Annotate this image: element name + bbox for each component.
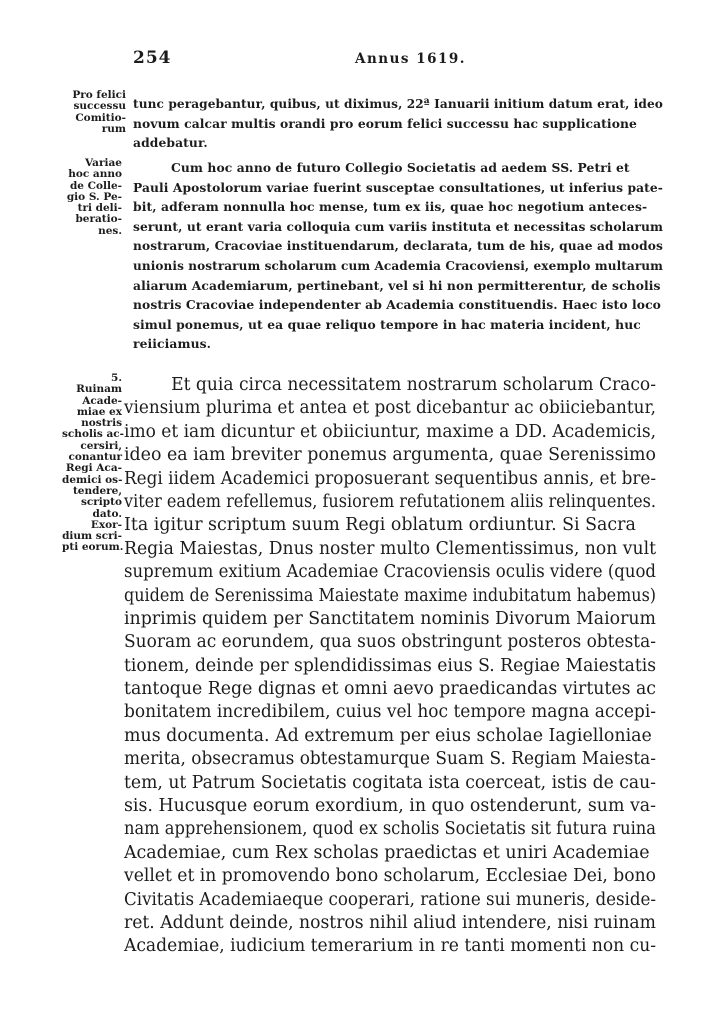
text-line: Suoram ac eorundem, qua suos obstringunt posteros obtesta- xyxy=(124,632,656,653)
text-line: nostris Cracoviae independenter ab Academia constituendis. Haec isto loco xyxy=(133,297,661,313)
text-line: tionem, deinde per splendidissimas eius S. Regiae Maiestatis xyxy=(124,655,656,676)
text-line: bit, adferam nonnulla hoc mense, tum ex iis, quae hoc negotium anteces- xyxy=(133,199,648,215)
margin-note-variae xyxy=(62,158,122,237)
margin-note-line: tendere, xyxy=(72,484,122,497)
text-line: Ita igitur scriptum suum Regi oblatum ordiuntur. Si Sacra xyxy=(124,515,636,536)
text-line: Academiae, cum Rex scholas praedictas et uniri Academiae xyxy=(124,842,650,863)
text-line: nostrarum, Cracoviae instituendarum, declarata, tum de his, quae ad modos xyxy=(133,238,663,254)
margin-note-line: tri deli- xyxy=(77,202,122,215)
margin-note-line: Exor- xyxy=(90,518,122,531)
text-line: serunt, ut erant varia colloquia cum variis instituta et necessitas scholarum xyxy=(133,218,663,234)
margin-note-line: Regi Aca- xyxy=(65,462,122,475)
text-line: Cum hoc anno de futuro Collegio Societatis ad aedem SS. Petri et xyxy=(171,160,630,175)
margin-note-line: nes. xyxy=(98,224,122,237)
text-line: viensium plurima et antea et post dicebantur ac obiiciebantur, xyxy=(124,398,656,419)
paragraph-1 xyxy=(133,94,671,153)
text-line: bonitatem incredibilem, cuius vel hoc tempore magna accepi- xyxy=(124,702,656,723)
text-line: aliarum Academiarum, pertinebant, vel si hi non permitterentur, de scholis xyxy=(133,277,661,293)
text-line: inprimis quidem per Sanctitatem nominis Divorum Maiorum xyxy=(124,608,656,629)
text-line: Civitatis Academiaeque cooperari, ratione sui muneris, deside- xyxy=(124,889,656,910)
margin-note-line: Acade- xyxy=(82,394,122,407)
text-line: quidem de Serenissima Maiestate maxime indubitatum habemus) xyxy=(124,585,656,606)
margin-note-line: conantur xyxy=(68,451,122,464)
margin-note-line: Pro felici xyxy=(72,89,126,101)
text-line: ret. Addunt deinde, nostros nihil aliud intendere, nisi ruinam xyxy=(124,912,656,933)
text-line: nam apprehensionem, quod ex scholis Societatis sit futura ruina xyxy=(124,819,656,840)
margin-note-line: successu xyxy=(73,100,126,113)
margin-note-line: rum xyxy=(101,122,126,135)
margin-note-line: dium scri- xyxy=(62,530,122,543)
text-line: tem, ut Patrum Societatis cogitata ista coerceat, istis de cau- xyxy=(124,772,656,793)
margin-note-line: hoc anno xyxy=(68,168,122,181)
margin-note-line: pti eorum. xyxy=(62,541,124,554)
text-line: ideo ea iam breviter ponemus argumenta, quae Serenissimo xyxy=(124,445,656,466)
text-line: Pauli Apostolorum variae fuerint susceptae consultationes, ut inferius pate- xyxy=(133,179,663,195)
text-line: addebatur. xyxy=(133,135,208,151)
text-line: merita, obsecramus obtestamurque Suam S. Regiam Maiesta- xyxy=(124,749,656,770)
margin-note-line: gio S. Pe- xyxy=(66,190,122,203)
margin-note-line: Variae xyxy=(85,157,122,169)
margin-note-line: 5. xyxy=(111,372,122,384)
text-line: unionis nostrarum scholarum cum Academia Cracoviensi, exemplo multarum xyxy=(133,257,663,273)
margin-note-line: miae ex xyxy=(76,405,122,418)
text-line: Regia Maiestas, Dnus noster multo Clementissimus, non vult xyxy=(124,538,656,559)
text-line: novum calcar multis orandi pro eorum felici successu hac supplicatione xyxy=(133,115,637,131)
paragraph-2 xyxy=(133,158,674,354)
text-line: viter eadem refellemus, fusiorem refutationem aliis relinquentes. xyxy=(124,491,656,512)
margin-note-line: Ruinam xyxy=(76,383,122,396)
margin-note-line: scripto xyxy=(80,496,122,509)
page-number: 254 xyxy=(133,48,172,68)
margin-note-ruinam xyxy=(62,372,125,554)
text-line: supremum exitium Academiae Cracoviensis oculis videre (quod xyxy=(124,562,656,583)
text-line: tantoque Rege dignas et omni aevo praedicandas virtutes ac xyxy=(124,679,656,700)
margin-note-line: Comitio- xyxy=(75,111,126,124)
text-line: Academiae, iudicium temerarium in re tanti momenti non cu- xyxy=(124,936,656,957)
text-line: sis. Hucusque eorum exordium, in quo ostenderunt, sum va- xyxy=(124,796,656,817)
text-line: simul ponemus, ut ea quae reliquo tempore in hac materia incident, huc xyxy=(133,316,641,332)
margin-note-line: dato. xyxy=(92,507,122,520)
margin-note-line: cersiri, xyxy=(80,439,122,452)
margin-note-line: scholis ac- xyxy=(62,428,125,441)
margin-note-pro-felici xyxy=(66,90,126,135)
text-line: imo et iam dicuntur et obiiciuntur, maxime a DD. Academicis, xyxy=(124,421,656,442)
margin-note-line: nostris xyxy=(81,417,122,430)
margin-note-line: demici os- xyxy=(62,473,123,486)
text-line: vellet et in promovendo bono scholarum, Ecclesiae Dei, bono xyxy=(124,866,656,887)
paragraph-3 xyxy=(124,374,703,959)
margin-note-line: de Colle- xyxy=(69,179,122,192)
text-line: mus documenta. Ad extremum per eius scholae Iagielloniae xyxy=(124,725,652,746)
text-line: reiiciamus. xyxy=(133,336,212,352)
margin-note-line: beratio- xyxy=(75,213,122,226)
running-title: Annus 1619. xyxy=(355,51,466,67)
text-line: Et quia circa necessitatem nostrarum scholarum Craco- xyxy=(171,375,656,395)
text-line: Regi iidem Academici proposuerant sequentibus annis, et bre- xyxy=(124,468,656,489)
text-line: tunc peragebantur, quibus, ut diximus, 22ª Ianuarii initium datum erat, ideo xyxy=(133,96,663,111)
